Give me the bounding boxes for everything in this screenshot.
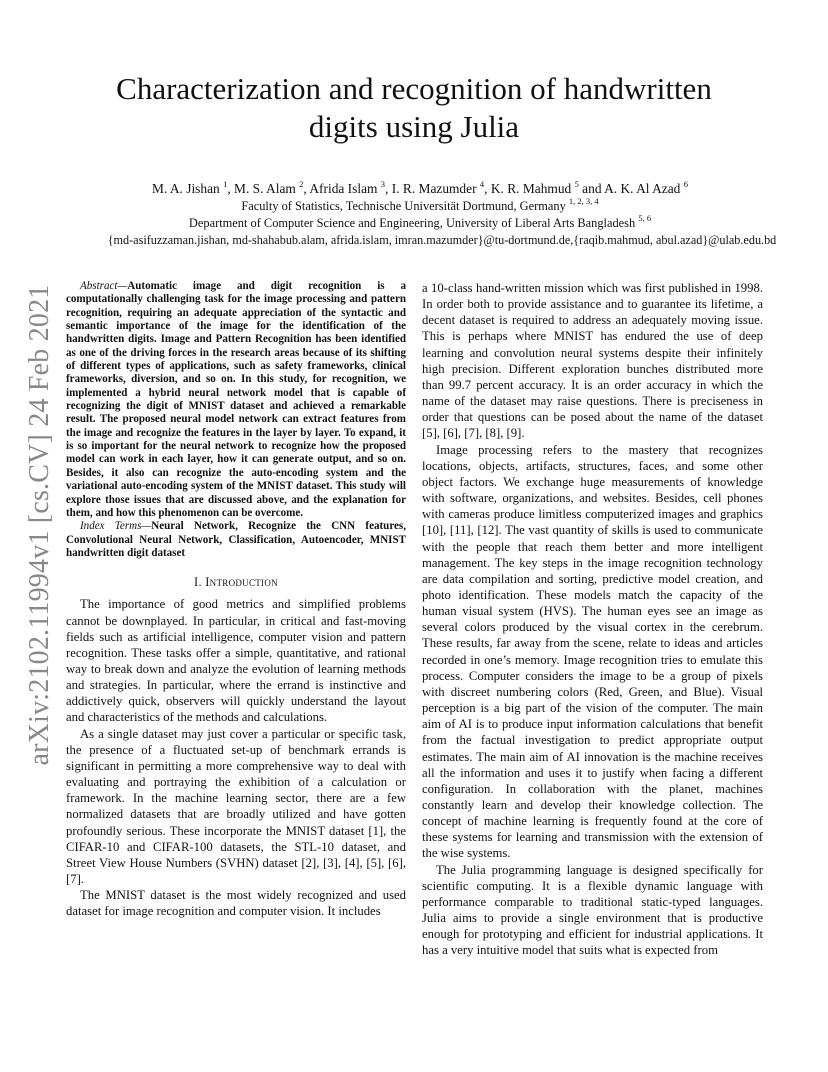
affiliation-text: Faculty of Statistics, Technische Universität Dortmund, Germany: [241, 199, 566, 213]
author-name: A. K. Al Azad: [604, 181, 681, 196]
author-name: M. A. Jishan: [152, 181, 220, 196]
affiliation-markers: 5, 6: [638, 213, 652, 223]
author-emails: {md-asifuzzaman.jishan, md-shahabub.alam, afrida.islam, imran.mazumder}@tu-dortmund.de,{raqib.mahmud, abul.azad}@ulab.edu.bd: [107, 233, 777, 247]
body-paragraph: a 10-class hand-written mission which was first published in 1998. In order both to provide assistance and to guarantee its lifetime, a decent dataset is required to address an adequately moving issue. This is perhaps where MNIST has endured the use of deep learning and convolution neural systems despite their infinitely high precision. Different exploration bunches distributed more than 99.7 percent accuracy. It is an order accuracy in which the name of the dataset may raise questions. There is preciseness in order that questions can be posed about the name of the dataset [5], [6], [7], [8], [9].: [422, 281, 763, 441]
right-column: [422, 280, 763, 959]
author-affiliation-marker: 2: [299, 179, 304, 189]
arxiv-identifier-sidebar: [20, 285, 60, 765]
author-affiliation-marker: 1: [223, 179, 228, 189]
author-name: Afrida Islam: [309, 181, 378, 196]
affiliation-markers: 1, 2, 3, 4: [568, 196, 599, 206]
body-paragraph: The Julia programming language is designed specifically for scientific computing. It is a flexible dynamic language with performance comparable to traditional static-typed languages. Julia aims to provide a single environment that is productive enough for prototyping and efficient for industrial applications. It has a very intuitive model that suits what is expected from: [422, 862, 763, 958]
body-paragraph: Image processing refers to the mastery that recognizes locations, objects, artifacts, structures, faces, and some other object factors. We exchange huge measurements of knowledge with software, organizations, and websites. Besides, cell phones with cameras produce limitless computerized images and graphics [10], [11], [12]. The vast quantity of skills is used to communicate with the people that reach them better and more intelligent management. The key steps in the image recognition technology are data compilation and sorting, predictive model creation, and photo identification. These models match the capacity of the human visual system (HVS). The human eyes see an image as several colors produced by the visual cortex in the cerebrum. These results, far away from the scene, relate to ideas and articles recorded in one’s memory. Image recognition tries to emulate this process. Computer considers the image to be a group of pixels with discreet numbering colors (Red, Green, and Blue). Visual perception is a big part of the vision of the computer. The main aim of AI is to produce input information calculations that benefit from the factual investigation to predict appropriate output estimates. The main aim of AI innovation is the machine receives all the information and uses it to justify when facing a different configuration. In collaboration with the planet, machines constantly learn and develop their knowledge collection. The concept of machine learning is frequently found at the core of these systems for learning and transmission with the extension of the wise systems.: [422, 442, 763, 861]
index-terms: [66, 520, 406, 560]
section-heading-introduction: I. Introduction: [194, 575, 278, 590]
affiliation-line-2: [70, 215, 770, 231]
abstract-label: Abstract—: [80, 280, 128, 292]
author-name: K. R. Mahmud: [490, 181, 572, 196]
author-name: I. R. Mazumder: [391, 181, 477, 196]
affiliation-text: Department of Computer Science and Engineering, University of Liberal Arts Bangladesh: [188, 216, 636, 230]
body-paragraph: The importance of good metrics and simplified problems cannot be downplayed. In particular, in critical and fast-moving fields such as artificial intelligence, computer vision and pattern recognition. These tasks offer a simple, quantitative, and rational way to break down and analyze the evolution of learning methods and strategies. In particular, where the errand is instinctive and addictively quick, observers will quickly understand the layout and characteristics of the methods and calculations.: [66, 597, 406, 725]
author-affiliation-marker: 4: [479, 179, 485, 189]
index-terms-label: Index Terms—: [80, 520, 152, 533]
affiliation-line-1: [70, 198, 770, 214]
author-affiliation-marker: 5: [574, 179, 579, 189]
index-terms-text: Neural Network, Recognize the CNN features, Convolutional Neural Network, Classification, Autoencoder, MNIST handwritten digit dataset: [66, 520, 406, 559]
body-paragraph: The MNIST dataset is the most widely recognized and used dataset for image recognition and computer vision. It includes: [66, 888, 406, 919]
author-affiliation-marker: 3: [380, 179, 386, 189]
abstract-text: Automatic image and digit recognition is a computationally challenging task for the image processing and pattern recognition, requiring an adequate appreciation of the syntactic and semantic importance of the image for the identification of the handwritten digits. Image and Pattern Recognition has been identified as one of the driving forces in the research areas because of its shifting of different types of applications, such as safety frameworks, clinical frameworks, diversion, and so on. In this study, for recognition, we implemented a hybrid neural network model that is capable of recognizing the digit of MNIST dataset and achieved a remarkable result. The proposed neural model network can extract features from the image and recognize the features in the layer by layer. To expand, it is so important for the neural network to recognize how the proposed model can work in each layer, how it can generate output, and so on. Besides, it also can recognize the auto-encoding system and the variational auto-encoding system of the MNIST dataset. This study will explore those issues that are discussed above, and the explanation for them, and how this phenomenon can be overcome.: [66, 280, 406, 519]
author-name: M. S. Alam: [234, 181, 296, 196]
left-column: [66, 280, 406, 920]
paper-title: Characterization and recognition of handwritten digits using Julia: [116, 71, 712, 144]
author-list: M. A. Jishan $^1$, M. S. Alam $^2$, Afrida Islam $^3$, I. R. Mazumder $^4$, K. R. Mahmud $^5$ and A. K. Al Azad $^6$: [152, 179, 688, 196]
body-paragraph: As a single dataset may just cover a particular or specific task, the presence of a fluctuated set-up of benchmark errands is significant in permitting a more comprehensive way to deal with evaluating and portraying the exhibition of a calculation or framework. In the machine learning sector, there are a few normalized datasets that are broadly utilized and have gotten profoundly serious. These incorporate the MNIST dataset [1], the CIFAR-10 and CIFAR-100 datasets, the STL-10 dataset, and Street View House Numbers (SVHN) dataset [2], [3], [4], [5], [6], [7].: [66, 726, 406, 887]
abstract: [66, 280, 406, 520]
author-affiliation-marker: 6: [683, 179, 688, 189]
arxiv-identifier-text: arXiv:2102.11994v1 [cs.CV] 24 Feb 2021: [24, 284, 55, 766]
